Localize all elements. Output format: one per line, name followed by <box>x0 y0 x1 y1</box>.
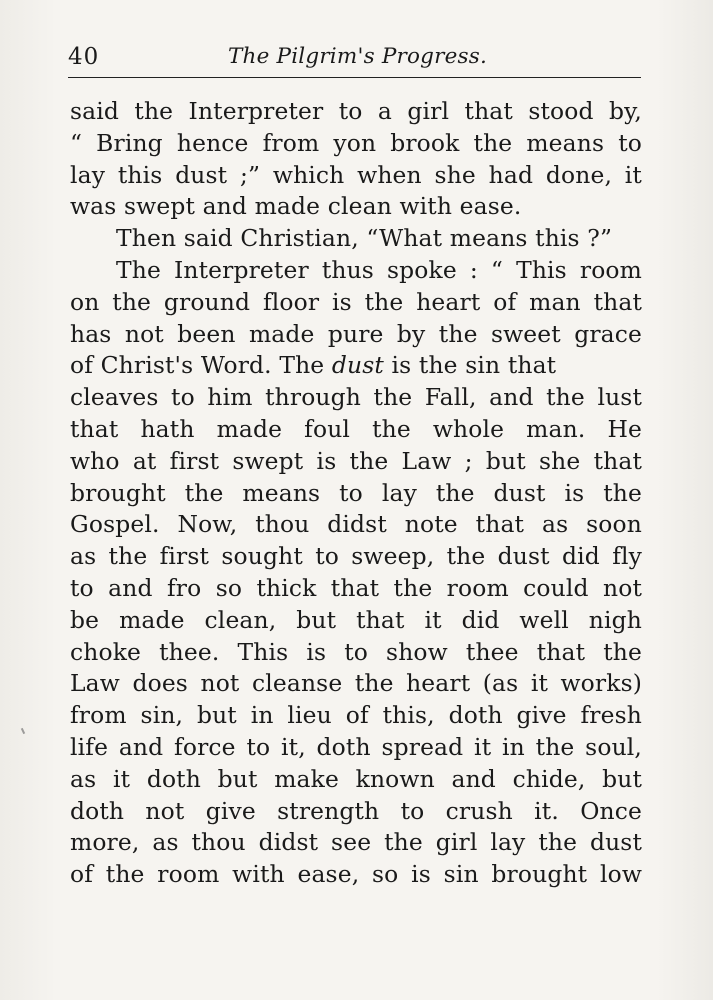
paper-speck <box>21 728 25 734</box>
text-segment: is the sin that <box>383 351 557 380</box>
text-line: doth not give strength to crush it. Once <box>70 796 642 825</box>
text-line: Then said Christian, “What means this ?” <box>116 224 613 253</box>
page-number: 40 <box>68 44 100 70</box>
text-line: life and force to it, doth spread it in the soul, <box>70 732 642 761</box>
text-line: from sin, but in lieu of this, doth give fresh <box>70 701 642 730</box>
text-line: has not been made pure by the sweet grace <box>70 319 642 348</box>
running-title: The Pilgrim's Progress. <box>228 44 487 69</box>
text-line: cleaves to him through the Fall, and the lust <box>70 383 642 412</box>
italic-word: dust <box>331 351 384 380</box>
text-line: brought the means to lay the dust is the <box>70 478 642 507</box>
text-line: as the first sought to sweep, the dust did fly <box>70 542 642 571</box>
text-line: was swept and made clean with ease. <box>70 192 522 221</box>
text-line: of the room with ease, so is sin brought low <box>70 860 642 889</box>
text-line: lay this dust ;” which when she had done, it <box>70 160 642 189</box>
text-line: that hath made foul the whole man. He <box>70 414 642 443</box>
text-line: more, as thou didst see the girl lay the dust <box>70 828 642 857</box>
text-line: Gospel. Now, thou didst note that as soon <box>70 510 642 539</box>
text-line: be made clean, but that it did well nigh <box>70 605 642 634</box>
header-rule <box>68 77 641 78</box>
text-line: who at first swept is the Law ; but she that <box>70 446 642 475</box>
page-header <box>68 40 640 76</box>
body-text <box>70 96 650 891</box>
text-line: Law does not cleanse the heart (as it works) <box>70 669 642 698</box>
text-segment: of Christ's Word. The <box>70 351 332 380</box>
text-line: choke thee. This is to show thee that the <box>70 637 642 666</box>
text-line: as it doth but make known and chide, but <box>70 764 642 793</box>
text-line: “ Bring hence from yon brook the means to <box>70 128 642 157</box>
text-line: The Interpreter thus spoke : “ This room <box>116 255 642 284</box>
text-line <box>70 350 642 382</box>
text-line: on the ground floor is the heart of man that <box>70 287 642 316</box>
text-line: to and fro so thick that the room could not <box>70 573 642 602</box>
text-line: said the Interpreter to a girl that stood by, <box>70 97 642 125</box>
